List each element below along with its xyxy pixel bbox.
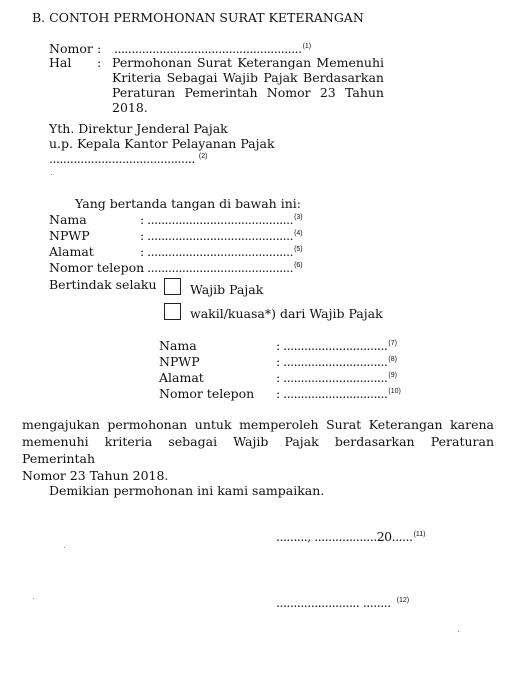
ref-7: (7): [388, 340, 397, 347]
wajib-pajak-checkbox[interactable]: [164, 278, 181, 295]
signature-dots: ........................ ........: [276, 595, 391, 610]
field-telepon-label: Nomor telepon: [49, 260, 145, 275]
sub-field-alamat-dots: : ..............................: [276, 370, 388, 385]
date-line: [276, 529, 425, 544]
hal-subject: [112, 55, 384, 115]
scan-speck: [33, 598, 34, 599]
acting-as-label: Bertindak selaku: [49, 277, 157, 292]
ref-4: (4): [294, 230, 303, 237]
hal-label: Hal: [49, 55, 72, 70]
sub-field-telepon-value: [276, 386, 401, 401]
field-npwp-dots: : ..........................................: [140, 228, 294, 243]
field-nama-dots: : ..........................................: [140, 212, 294, 227]
signature-line: [276, 595, 409, 610]
ref-12: (12): [396, 597, 410, 604]
hal-line-3: Peraturan Pemerintah Nomor 23 Tahun 2018.: [112, 85, 384, 115]
intro-text: Yang bertanda tangan di bawah ini:: [75, 196, 301, 211]
field-npwp-label: NPWP: [49, 228, 90, 243]
ref-11: (11): [413, 531, 426, 538]
field-telepon-value: [140, 260, 303, 275]
field-telepon-dots: : ..........................................: [140, 260, 294, 275]
addressee-office: [49, 151, 207, 166]
sub-field-npwp-dots: : ..............................: [276, 354, 388, 369]
wajib-pajak-option-label: Wajib Pajak: [190, 282, 264, 297]
sub-field-telepon-dots: : ..............................: [276, 386, 388, 401]
sub-field-alamat-label: Alamat: [159, 370, 204, 385]
sub-field-nama-label: Nama: [159, 338, 197, 353]
sub-field-nama-dots: : ..............................: [276, 338, 388, 353]
wakil-kuasa-checkbox[interactable]: [164, 303, 181, 320]
ref-3: (3): [294, 214, 303, 221]
nomor-dots: ......................................................: [114, 41, 302, 56]
section-heading: B. CONTOH PERMOHONAN SURAT KETERANGAN: [32, 10, 364, 25]
closing-text: Demikian permohonan ini kami sampaikan.: [49, 483, 325, 498]
scan-speck: [51, 174, 52, 175]
sub-field-npwp-label: NPWP: [159, 354, 200, 369]
addressee-line-2: u.p. Kepala Kantor Pelayanan Pajak: [49, 136, 275, 151]
nomor-field: [114, 41, 311, 56]
field-alamat-dots: : ..........................................: [140, 244, 294, 259]
scan-speck: [64, 547, 65, 548]
wakil-kuasa-option-label: wakil/kuasa*) dari Wajib Pajak: [190, 306, 383, 321]
ref-5: (5): [294, 246, 303, 253]
hal-line-2: Kriteria Sebagai Wajib Pajak Berdasarkan: [112, 70, 384, 85]
addressee-line-1: Yth. Direktur Jenderal Pajak: [49, 121, 228, 136]
field-nama-value: [140, 212, 303, 227]
hal-line-1: Permohonan Surat Keterangan Memenuhi: [112, 55, 384, 70]
request-line-3: Nomor 23 Tahun 2018.: [22, 468, 169, 483]
hal-colon: :: [97, 55, 102, 70]
field-alamat-label: Alamat: [49, 244, 94, 259]
request-paragraph: [22, 416, 494, 484]
nomor-colon: :: [97, 41, 102, 56]
ref-6: (6): [294, 262, 303, 269]
field-alamat-value: [140, 244, 303, 259]
request-line-2: memenuhi kriteria sebagai Wajib Pajak berdasarkan Peraturan Pemerintah: [22, 434, 494, 466]
scan-speck: [458, 631, 459, 632]
ref-8: (8): [388, 356, 397, 363]
nomor-label: Nomor: [49, 41, 93, 56]
ref-2: (2): [198, 153, 208, 160]
ref-1: (1): [302, 43, 312, 50]
field-npwp-value: [140, 228, 303, 243]
field-nama-label: Nama: [49, 212, 87, 227]
addressee-dots: ..........................................: [49, 151, 195, 166]
request-line-1: mengajukan permohonan untuk memperoleh Surat Keterangan karena: [22, 417, 494, 432]
sub-field-nama-value: [276, 338, 397, 353]
sub-field-alamat-value: [276, 370, 397, 385]
date-dots: ........., ..................20......: [276, 529, 413, 544]
sub-field-npwp-value: [276, 354, 397, 369]
ref-9: (9): [388, 372, 397, 379]
sub-field-telepon-label: Nomor telepon: [159, 386, 255, 401]
ref-10: (10): [388, 388, 401, 395]
